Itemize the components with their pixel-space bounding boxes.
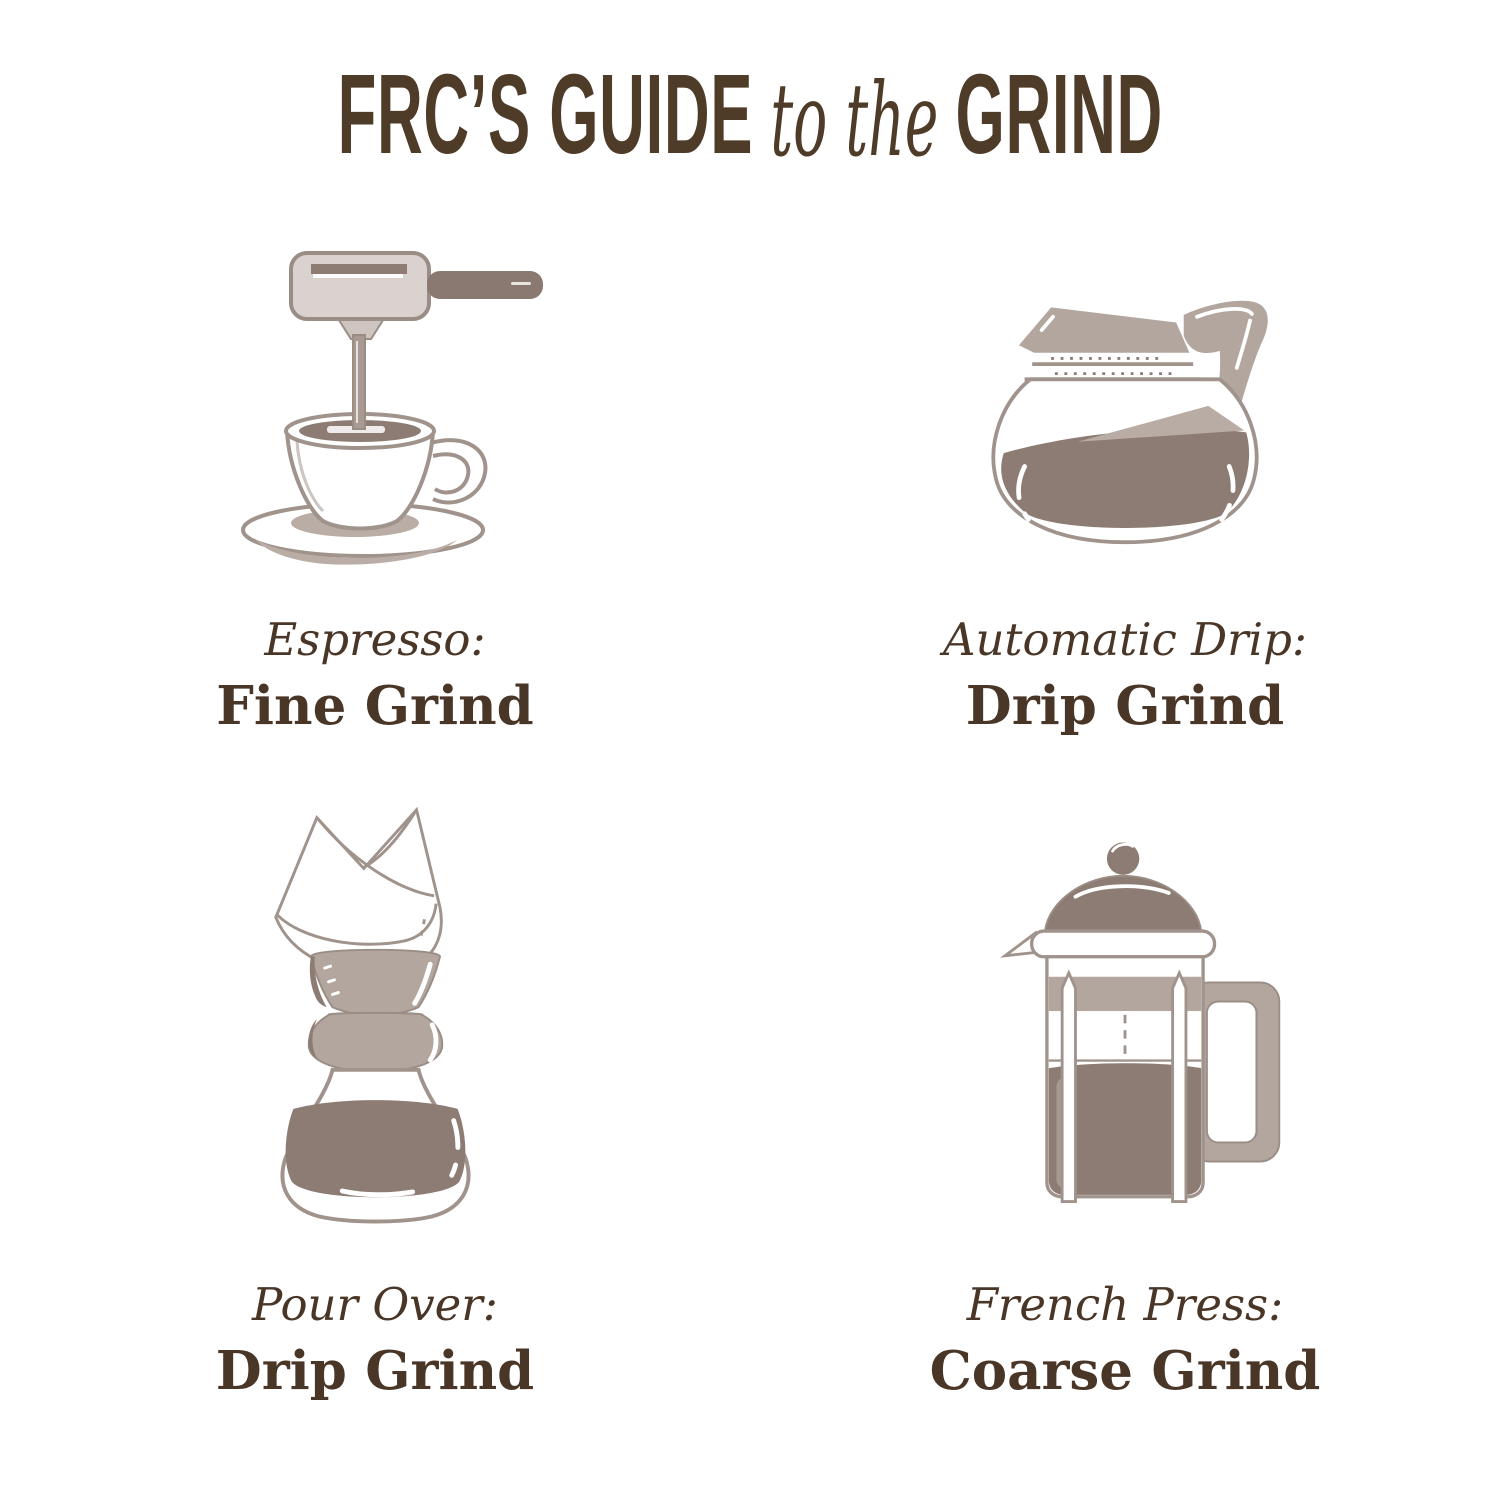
title-main-left: FRC’S GUIDE [337,51,753,178]
grind-item-pour-over [0,794,750,1404]
page-title [337,50,1162,180]
grind-label: Coarse Grind [929,1339,1321,1402]
grind-item-french-press [750,794,1500,1404]
espresso-cup-icon [195,232,555,567]
espresso-label [216,613,533,739]
drip-carafe-icon [964,232,1286,567]
pour-over-icon [268,794,483,1232]
french-press-svg [963,832,1287,1232]
french-press-label [930,1278,1321,1404]
method-label: Automatic Drip: [942,613,1308,666]
title-main-right: GRIND [955,51,1163,178]
method-label: French Press: [966,1277,1284,1331]
grind-label: Fine Grind [216,675,534,737]
method-label: Pour Over: [252,1277,498,1331]
pour-over-svg [268,802,483,1232]
french-press-icon [963,794,1287,1232]
title-wrap [0,50,1500,180]
grind-item-espresso [0,232,750,739]
automatic-drip-label [943,613,1307,739]
title-script: to the [770,61,939,180]
guide-grid [0,232,1500,1403]
espresso-cup-svg [195,237,555,567]
grind-label: Drip Grind [215,1339,535,1402]
grind-item-automatic-drip [750,232,1500,739]
pour-over-label [216,1278,534,1404]
method-label: Espresso: [264,613,486,666]
drip-carafe-svg [964,292,1286,567]
grind-label: Drip Grind [965,675,1285,737]
